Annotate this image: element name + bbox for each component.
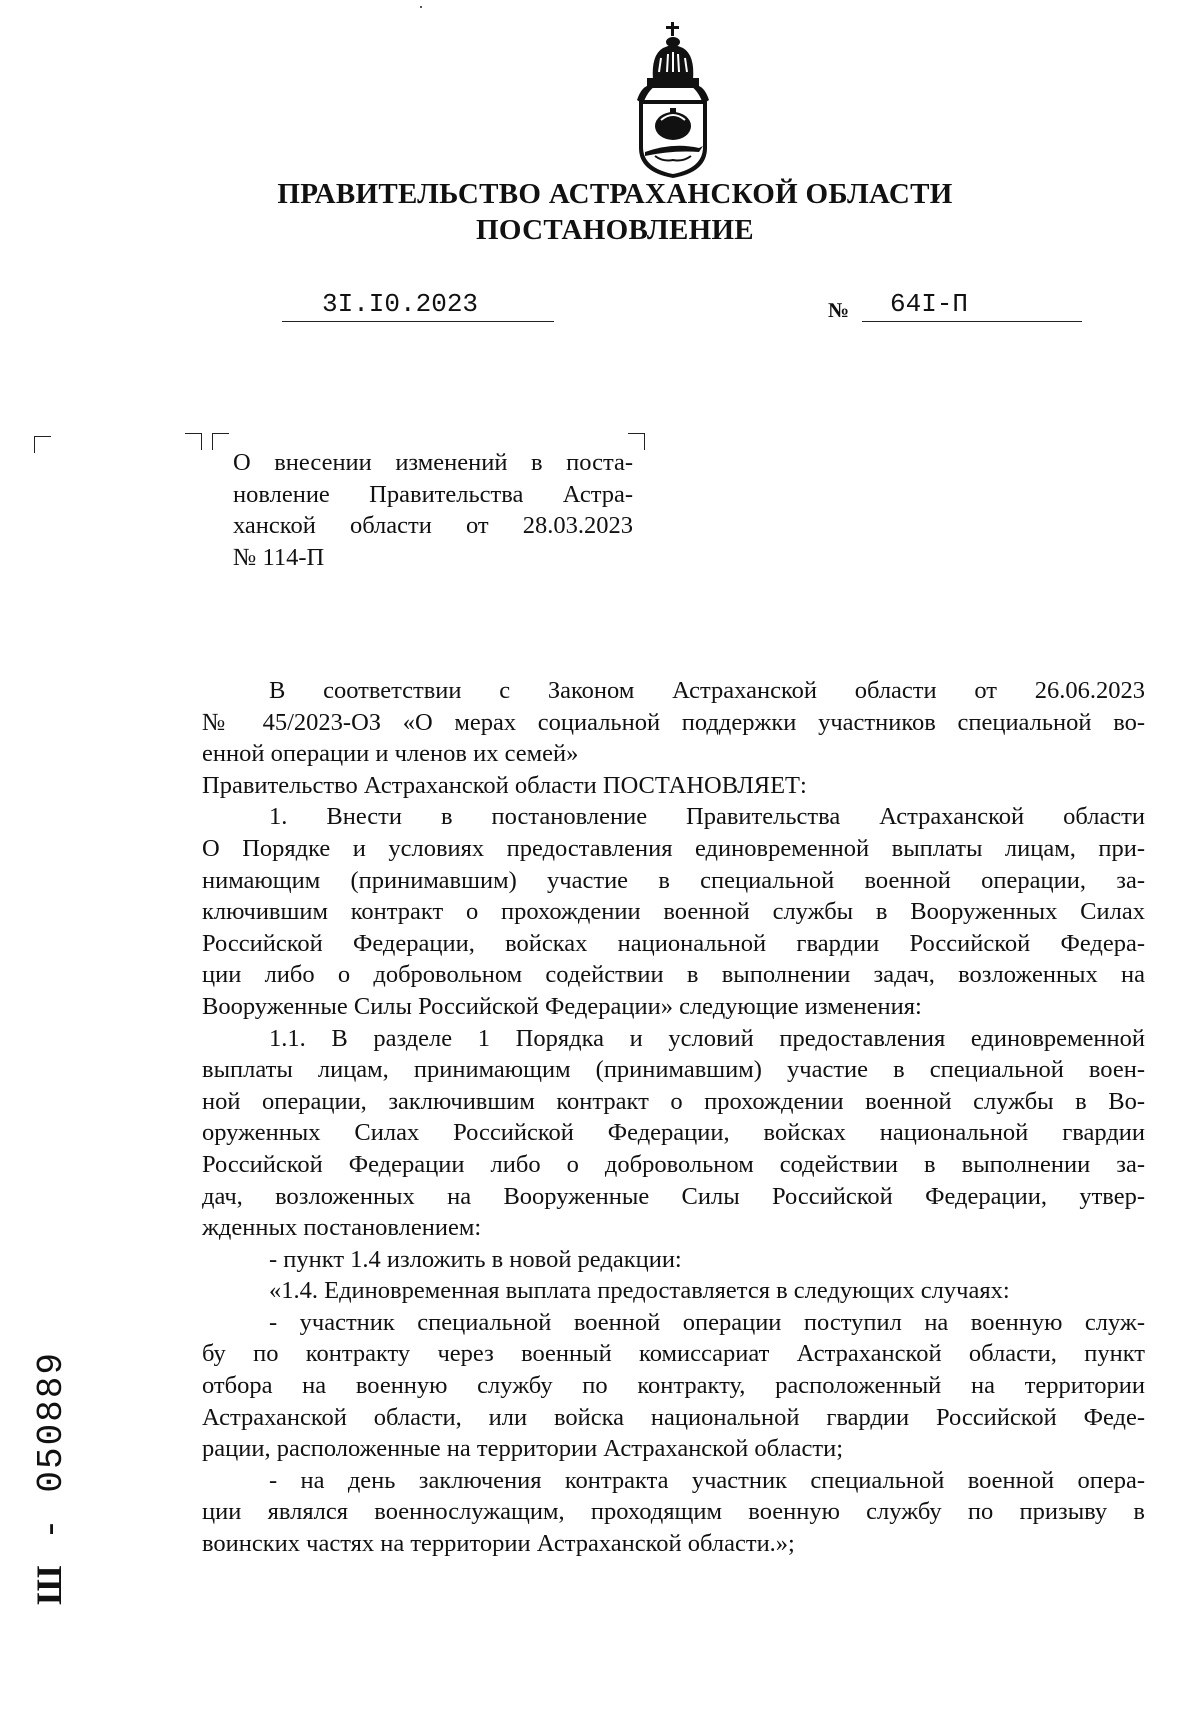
body-line: Вооруженные Силы Российской Федерации» следующие изменения: [202, 992, 922, 1020]
body-line: О Порядке и условиях предоставления единовременной выплаты лицам, при- [202, 834, 1145, 862]
side-code-number: - 050889 [31, 1351, 72, 1540]
body-line: выплаты лицам, принимающим (принимавшим) участие в специальной воен- [202, 1056, 1145, 1084]
body-line: бу по контракту через военный комиссариат Астраханской области, пункт [202, 1340, 1145, 1368]
body-line: отбора на военную службу по контракту, расположенный на территории [202, 1372, 1145, 1400]
body-line: Астраханской области, или войска национальной гвардии Российской Феде- [202, 1403, 1145, 1431]
subject-line: новление Правительства Астра- [233, 480, 633, 508]
body-line: ции либо о добровольном содействии в выполнении задач, возложенных на [202, 961, 1145, 989]
document-date: 3I.I0.2023 [282, 290, 554, 322]
side-code-prefix: Ш [29, 1563, 69, 1605]
document-body [202, 675, 1145, 1560]
side-registration-code [28, 1351, 72, 1605]
body-line: - пункт 1.4 изложить в новой редакции: [269, 1245, 682, 1273]
body-line: Российской Федерации, войсках национальной гвардии Российской Федера- [202, 929, 1145, 957]
subject-line: ханской области от 28.03.2023 [233, 512, 633, 539]
body-line: Российской Федерации либо о добровольном содействии в выполнении за- [202, 1150, 1145, 1178]
body-line: жденных постановлением: [202, 1214, 482, 1242]
body-line: № 45/2023-ОЗ «О мерах социальной поддержки участников специальной во- [202, 708, 1145, 736]
body-line: Правительство Астраханской области ПОСТАНОВЛЯЕТ: [202, 771, 807, 799]
org-title: ПРАВИТЕЛЬСТВО АСТРАХАНСКОЙ ОБЛАСТИ [277, 178, 953, 210]
body-line: рации, расположенные на территории Астраханской области; [202, 1435, 844, 1463]
body-line: нимающим (принимавшим) участие в специальной военной операции, за- [202, 866, 1145, 894]
number-label: № [828, 298, 850, 322]
body-line: ции являлся военнослужащим, проходящим военную службу по призыву в [202, 1498, 1145, 1526]
subject-corner-mark-left-b [212, 433, 229, 450]
body-line: «1.4. Единовременная выплата предоставляется в следующих случаях: [269, 1277, 1010, 1305]
body-line: 1. Внести в постановление Правительства Астраханской области [269, 803, 1145, 831]
body-line: ключившим контракт о прохождении военной службы в Вооруженных Силах [202, 898, 1145, 926]
body-line: - участник специальной военной операции поступил на военную служ- [269, 1308, 1145, 1336]
body-line: ной операции, заключившим контракт о прохождении военной службы в Во- [202, 1087, 1145, 1115]
margin-corner-mark [34, 436, 51, 453]
document-subject [233, 447, 633, 573]
body-line: дач, возложенных на Вооруженные Силы Российской Федерации, утвер- [202, 1182, 1145, 1210]
body-line: - на день заключения контракта участник специальной военной опера- [269, 1466, 1145, 1494]
body-line: В соответствии с Законом Астраханской области от 26.06.2023 [269, 677, 1145, 704]
scan-speck [420, 6, 422, 8]
subject-line: О внесении изменений в поста- [233, 449, 633, 476]
subject-corner-mark-left-a [185, 433, 202, 450]
coat-of-arms-icon [633, 20, 713, 180]
body-line: оруженных Силах Российской Федерации, войсках национальной гвардии [202, 1119, 1145, 1147]
document-number: 64I-П [862, 290, 1082, 322]
doc-type-title: ПОСТАНОВЛЕНИЕ [476, 214, 754, 246]
body-line: 1.1. В разделе 1 Порядка и условий предоставления единовременной [269, 1024, 1145, 1052]
body-line: воинских частях на территории Астраханской области.»; [202, 1530, 795, 1558]
subject-line: № 114-П [233, 543, 325, 571]
body-line: енной операции и членов их семей» [202, 740, 579, 768]
